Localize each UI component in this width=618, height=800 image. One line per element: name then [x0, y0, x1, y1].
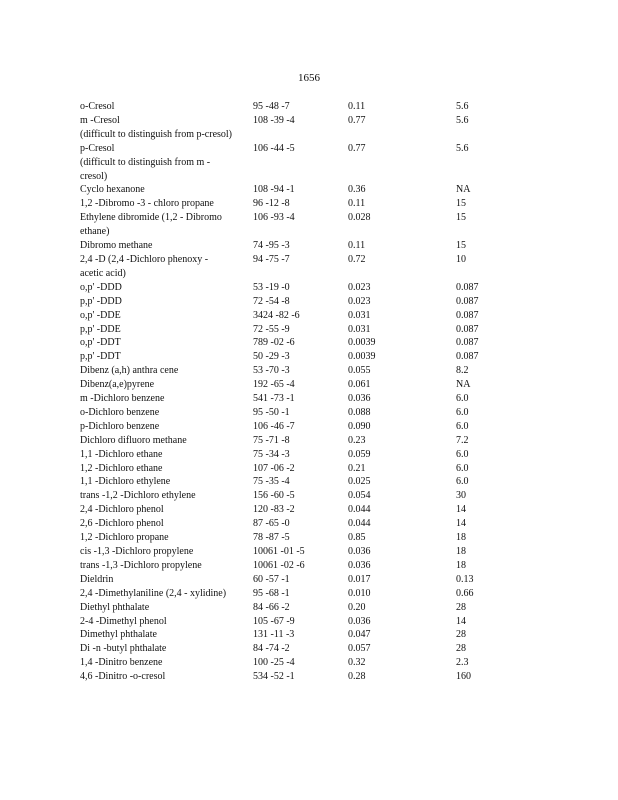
- constituent-name: 1,2 -Dibromo -3 - chloro propane: [80, 198, 214, 210]
- cas-number: 100 -25 -4: [253, 657, 295, 669]
- table-row: [0, 656, 618, 670]
- table-row: [0, 100, 618, 114]
- table-row: [0, 211, 618, 239]
- constituent-name: o,p' -DDE: [80, 309, 121, 321]
- cas-number: 60 -57 -1: [253, 573, 290, 585]
- value-2: 0.087: [456, 351, 479, 363]
- table-row: [0, 462, 618, 476]
- value-2: 28: [456, 601, 466, 613]
- constituent-name: m -Dichloro benzene: [80, 393, 165, 405]
- table-row: [0, 489, 618, 503]
- value-2: 15: [456, 240, 466, 252]
- cas-number: 95 -50 -1: [253, 406, 290, 418]
- value-1: 0.031: [348, 309, 371, 321]
- value-1: 0.054: [348, 490, 371, 502]
- cas-number: 120 -83 -2: [253, 504, 295, 516]
- constituent-name: 4,6 -Dinitro -o-cresol: [80, 671, 166, 683]
- value-2: 0.087: [456, 295, 479, 307]
- cas-number: 156 -60 -5: [253, 490, 295, 502]
- value-2: 5.6: [456, 142, 469, 154]
- value-1: 0.72: [348, 253, 366, 265]
- constituent-name: o-Dichloro benzene: [80, 406, 160, 418]
- constituent-name: (difficult to distinguish from p-cresol): [80, 128, 233, 140]
- constituent-name: (difficult to distinguish from m -cresol): [80, 156, 211, 182]
- constituent-name: p-Cresol: [80, 142, 115, 154]
- table-row: [0, 197, 618, 211]
- constituent-name: 1,1 -Dichloro ethylene: [80, 476, 171, 488]
- table-row: [0, 475, 618, 489]
- value-2: 5.6: [456, 101, 469, 112]
- value-1: 0.20: [348, 601, 366, 613]
- value-2: 14: [456, 615, 466, 627]
- constituent-name: Ethylene dibromide (1,2 - Dibromo ethane): [80, 212, 222, 238]
- value-1: 0.010: [348, 587, 371, 599]
- constituent-name: Dimethyl phthalate: [80, 629, 157, 641]
- table-row: [0, 531, 618, 545]
- value-2: 6.0: [456, 393, 469, 405]
- cas-number: 789 -02 -6: [253, 337, 295, 349]
- table-row: [0, 295, 618, 309]
- constituent-name: trans -1,3 -Dichloro propylene: [80, 559, 202, 571]
- constituent-name: m -Cresol: [80, 114, 120, 126]
- table-row: [0, 420, 618, 434]
- value-2: 6.0: [456, 476, 469, 488]
- cas-number: 105 -67 -9: [253, 615, 295, 627]
- table-row: [0, 239, 618, 253]
- table-row: [0, 670, 618, 684]
- constituent-name: 2,4 -Dichloro phenol: [80, 504, 164, 516]
- cas-number: 3424 -82 -6: [253, 309, 300, 321]
- table-row: [0, 615, 618, 629]
- value-2: 28: [456, 629, 466, 641]
- value-1: 0.023: [348, 295, 371, 307]
- table-row: [0, 142, 618, 156]
- value-2: 5.6: [456, 114, 469, 126]
- value-1: 0.036: [348, 559, 371, 571]
- value-1: 0.32: [348, 657, 366, 669]
- value-1: 0.28: [348, 671, 366, 683]
- value-1: 0.047: [348, 629, 371, 641]
- value-2: 18: [456, 532, 466, 544]
- constituent-name: trans -1,2 -Dichloro ethylene: [80, 490, 196, 502]
- value-2: 0.087: [456, 309, 479, 321]
- table-row: [0, 392, 618, 406]
- value-2: 30: [456, 490, 466, 502]
- value-2: NA: [456, 184, 471, 196]
- cas-number: 78 -87 -5: [253, 532, 290, 544]
- table-row: [0, 114, 618, 128]
- table-row: [0, 378, 618, 392]
- value-2: 28: [456, 643, 466, 655]
- value-1: 0.0039: [348, 351, 376, 363]
- constituent-name: p-Dichloro benzene: [80, 420, 160, 432]
- value-2: 15: [456, 198, 466, 210]
- cas-number: 94 -75 -7: [253, 253, 290, 265]
- table-row: [0, 573, 618, 587]
- value-2: 0.13: [456, 573, 474, 585]
- table-row: [0, 587, 618, 601]
- cas-number: 131 -11 -3: [253, 629, 295, 641]
- value-1: 0.036: [348, 393, 371, 405]
- constituent-name: 1,4 -Dinitro benzene: [80, 657, 163, 669]
- constituent-name: 2,6 -Dichloro phenol: [80, 518, 164, 530]
- constituent-name: 2,4 -D (2,4 -Dichloro phenoxy - acetic acid): [80, 253, 209, 279]
- value-2: 10: [456, 253, 466, 265]
- cas-number: 74 -95 -3: [253, 240, 290, 252]
- cas-number: 108 -94 -1: [253, 184, 295, 196]
- constituent-name: Dibenz(a,e)pyrene: [80, 379, 155, 391]
- table-row: [0, 323, 618, 337]
- constituent-name: p,p' -DDD: [80, 295, 122, 307]
- constituent-name: Dichloro difluoro methane: [80, 434, 187, 446]
- constituent-name: Di -n -butyl phthalate: [80, 643, 167, 655]
- value-1: 0.023: [348, 281, 371, 293]
- cas-number: 95 -48 -7: [253, 101, 290, 112]
- value-1: 0.017: [348, 573, 371, 585]
- table-row: [0, 503, 618, 517]
- constituent-name: p,p' -DDT: [80, 351, 121, 363]
- constituent-name: 1,1 -Dichloro ethane: [80, 448, 163, 460]
- constituent-name: Cyclo hexanone: [80, 184, 145, 196]
- value-1: 0.055: [348, 365, 371, 377]
- table-row: [0, 156, 618, 184]
- value-1: 0.11: [348, 101, 366, 112]
- value-1: 0.025: [348, 476, 371, 488]
- value-2: 0.087: [456, 323, 479, 335]
- value-2: 7.2: [456, 434, 469, 446]
- cas-number: 106 -46 -7: [253, 420, 295, 432]
- value-2: 18: [456, 559, 466, 571]
- table-row: [0, 253, 618, 281]
- cas-number: 534 -52 -1: [253, 671, 295, 683]
- table-row: [0, 336, 618, 350]
- constituent-name: 2,4 -Dimethylaniline (2,4 - xylidine): [80, 587, 227, 599]
- table-row: [0, 628, 618, 642]
- table-row: [0, 559, 618, 573]
- value-2: 6.0: [456, 448, 469, 460]
- value-1: 0.23: [348, 434, 366, 446]
- value-1: 0.057: [348, 643, 371, 655]
- cas-number: 106 -44 -5: [253, 142, 295, 154]
- table-row: [0, 517, 618, 531]
- cas-number: 53 -19 -0: [253, 281, 290, 293]
- cas-number: 10061 -02 -6: [253, 559, 305, 571]
- value-1: 0.85: [348, 532, 366, 544]
- value-2: 0.66: [456, 587, 474, 599]
- value-1: 0.36: [348, 184, 366, 196]
- table-row: [0, 281, 618, 295]
- value-1: 0.088: [348, 406, 371, 418]
- constituent-name: o-Cresol: [80, 101, 115, 112]
- table-row: [0, 364, 618, 378]
- value-1: 0.036: [348, 546, 371, 557]
- value-2: 6.0: [456, 406, 469, 418]
- constituent-name: 1,2 -Dichloro propane: [80, 532, 169, 544]
- cas-number: 50 -29 -3: [253, 351, 290, 363]
- cas-number: 192 -65 -4: [253, 379, 295, 391]
- value-1: 0.031: [348, 323, 371, 335]
- constituent-name: o,p' -DDT: [80, 337, 121, 349]
- constituent-name: 2-4 -Dimethyl phenol: [80, 615, 167, 627]
- cas-number: 10061 -01 -5: [253, 546, 305, 557]
- value-2: 15: [456, 212, 466, 224]
- value-1: 0.77: [348, 114, 366, 126]
- table-row: [0, 406, 618, 420]
- constituent-name: cis -1,3 -Dichloro propylene: [80, 546, 194, 557]
- value-2: 0.087: [456, 337, 479, 349]
- value-2: 14: [456, 518, 466, 530]
- value-2: 160: [456, 671, 471, 683]
- value-2: 0.087: [456, 281, 479, 293]
- cas-number: 75 -34 -3: [253, 448, 290, 460]
- cas-number: 107 -06 -2: [253, 462, 295, 474]
- constituent-name: p,p' -DDE: [80, 323, 121, 335]
- cas-number: 84 -74 -2: [253, 643, 290, 655]
- constituent-name: o,p' -DDD: [80, 281, 122, 293]
- value-1: 0.21: [348, 462, 366, 474]
- cas-number: 87 -65 -0: [253, 518, 290, 530]
- constituent-name: Dibenz (a,h) anthra cene: [80, 365, 179, 377]
- value-2: 2.3: [456, 657, 469, 669]
- cas-number: 72 -55 -9: [253, 323, 290, 335]
- table-row: [0, 350, 618, 364]
- table-row: [0, 448, 618, 462]
- value-1: 0.090: [348, 420, 371, 432]
- table-row: [0, 309, 618, 323]
- value-2: 6.0: [456, 462, 469, 474]
- table-row: [0, 128, 618, 142]
- cas-number: 72 -54 -8: [253, 295, 290, 307]
- table-row: [0, 434, 618, 448]
- constituent-name: Diethyl phthalate: [80, 601, 150, 613]
- table-row: [0, 601, 618, 615]
- table-row: [0, 183, 618, 197]
- cas-number: 96 -12 -8: [253, 198, 290, 210]
- constituent-table: [0, 100, 618, 684]
- value-1: 0.059: [348, 448, 371, 460]
- cas-number: 541 -73 -1: [253, 393, 295, 405]
- cas-number: 108 -39 -4: [253, 114, 295, 126]
- value-2: NA: [456, 379, 471, 391]
- table-row: [0, 642, 618, 656]
- cas-number: 75 -35 -4: [253, 476, 290, 488]
- constituent-name: 1,2 -Dichloro ethane: [80, 462, 163, 474]
- cas-number: 75 -71 -8: [253, 434, 290, 446]
- value-1: 0.77: [348, 142, 366, 154]
- value-1: 0.028: [348, 212, 371, 224]
- table-row: [0, 545, 618, 559]
- cas-number: 53 -70 -3: [253, 365, 290, 377]
- value-2: 18: [456, 546, 466, 557]
- constituent-name: Dieldrin: [80, 573, 114, 585]
- value-1: 0.061: [348, 379, 371, 391]
- value-1: 0.0039: [348, 337, 376, 349]
- value-2: 14: [456, 504, 466, 516]
- value-1: 0.036: [348, 615, 371, 627]
- value-2: 6.0: [456, 420, 469, 432]
- value-1: 0.11: [348, 240, 366, 252]
- value-1: 0.044: [348, 518, 371, 530]
- cas-number: 95 -68 -1: [253, 587, 290, 599]
- value-2: 8.2: [456, 365, 469, 377]
- value-1: 0.044: [348, 504, 371, 516]
- cas-number: 84 -66 -2: [253, 601, 290, 613]
- page-number: 1656: [298, 72, 320, 84]
- constituent-name: Dibromo methane: [80, 240, 153, 252]
- cas-number: 106 -93 -4: [253, 212, 295, 224]
- value-1: 0.11: [348, 198, 366, 210]
